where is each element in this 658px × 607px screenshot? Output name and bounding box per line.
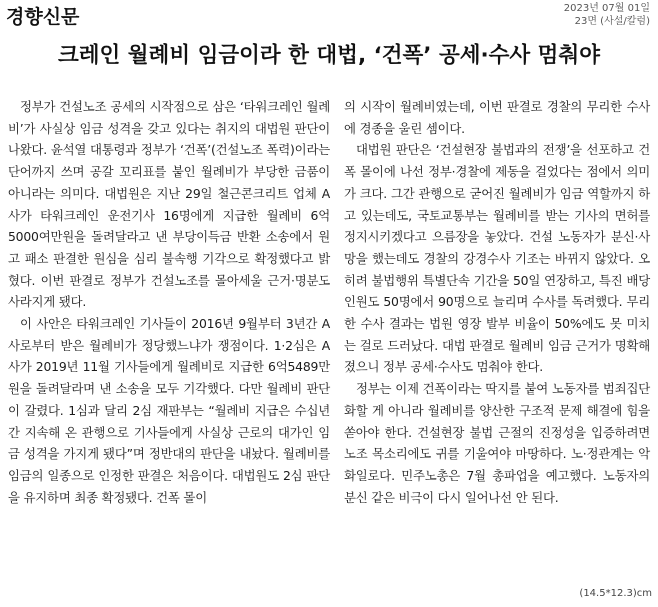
article-paragraph: 이 사안은 타워크레인 기사들이 2016년 9월부터 3년간 A사로부터 받은 월례비가 정당했느냐가 쟁점이다. 1·2심은 A사가 2019년 11월 기사들에게 월례비로 지급한 6억5489만원을 돌려달라며 낸 소송을 모두 기각했다. 다만 월례비 판단이 갈렸다. 1심과 달리 2심 재판부는 “월례비 지급은 수십년간 지속해 온 관행으로 기사들에게 사실상 근로의 대가인 임금 성격을 가지게 됐다”며 정반대의 판단을 내놨다. 월례비를 임금의 일종으로 인정한 판결은 처음이다. 대법원도 2심 판단을 유지하며 최종 확정됐다. 건폭 몰이 xyxy=(8,316,330,505)
publication-meta xyxy=(564,2,650,28)
article-paragraph: 대법원 판단은 ‘건설현장 불법과의 전쟁’을 선포하고 건폭 몰이에 나선 정부·경찰에 제동을 걸었다는 점에서 의미가 크다. 그간 관행으로 굳어진 월례비가 임금 역할까지 하고 있는데도, 국토교통부는 월례비를 받는 기사의 면허를 정지시키겠다고 으름장을 놓았다. 건설 노동자가 분신·사망을 했는데도 경찰의 강경수사 기조는 바뀌지 않았다. 오히려 불법행위 특별단속 기간을 50일 연장하고, 특진 배당 인원도 50명에서 90명으로 늘리며 수사를 독려했다. 무리한 수사 결과는 법원 영장 발부 비율이 50%에도 못 미치는 걸로 드러났다. 대법 판결로 월례비 임금 근거가 명확해졌으니 정부 공세·수사도 멈춰야 한다. xyxy=(344,142,650,375)
newspaper-masthead: 경향신문 xyxy=(6,6,80,28)
editorial-headline: 크레인 월례비 임금이라 한 대법, ‘건폭’ 공세·수사 멈춰야 xyxy=(58,43,600,68)
article-size-note: (14.5*12.3)cm xyxy=(579,588,652,599)
article-paragraph: 정부가 건설노조 공세의 시작점으로 삼은 ‘타워크레인 월례비’가 사실상 임금 성격을 갖고 있다는 취지의 대법원 판단이 나왔다. 윤석열 대통령과 정부가 ‘건폭’(건설노조 폭력)이라는 단어까지 쓰며 공갈 꼬리표를 붙인 월례비가 부당한 금품이 아니라는 의미다. 대법원은 지난 29일 철근콘크리트 업체 A사가 타워크레인 운전기사 16명에게 지급한 월례비 6억5000여만원을 돌려달라고 낸 부당이득금 반환 소송에서 원고 패소 판결한 원심을 심리 불속행 기각으로 확정했다고 밝혔다. 이번 판결로 정부가 건설노조를 몰아세울 근거·명분도 사라지게 됐다. xyxy=(8,99,330,310)
publication-date: 2023년 07월 01일 xyxy=(563,3,650,14)
article-paragraph: 정부는 이제 건폭이라는 딱지를 붙여 노동자를 범죄집단화할 게 아니라 월례비를 양산한 구조적 문제 해결에 힘을 쏟아야 한다. 건설현장 불법 근절의 진정성을 입증하려면 노조 목소리에도 귀를 기울여야 마땅하다. 노·정관계는 악화일로다. 민주노총은 7월 총파업을 예고했다. 노동자의 분신 같은 비극이 다시 일어나선 안 된다. xyxy=(344,381,650,505)
page-section: 23면 (사설/칼럼) xyxy=(574,16,650,27)
article-paragraph: 의 시작이 월례비였는데, 이번 판결로 경찰의 무리한 수사에 경종을 울린 셈이다. xyxy=(344,99,650,136)
article-left-column xyxy=(8,96,330,508)
article-right-column xyxy=(344,96,650,508)
